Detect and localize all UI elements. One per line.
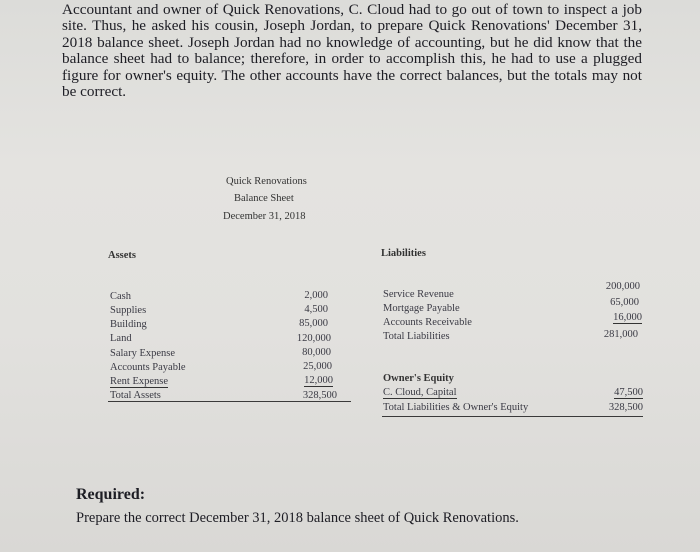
asset-label: Building: [110, 319, 147, 330]
capital-label: C. Cloud, Capital: [383, 387, 457, 398]
asset-amount: 120,000: [296, 333, 331, 344]
sheet-date: December 31, 2018: [223, 211, 306, 222]
asset-label: Cash: [110, 291, 131, 302]
liability-amount: 65,000: [610, 297, 639, 308]
liability-label: Service Revenue: [383, 289, 454, 300]
asset-amount: 4,500: [304, 304, 328, 315]
asset-amount: 85,000: [299, 318, 328, 329]
assets-header: Assets: [108, 250, 136, 261]
asset-label: Supplies: [110, 305, 147, 316]
required-text: Prepare the correct December 31, 2018 balance sheet of Quick Renovations.: [76, 510, 519, 526]
asset-amount: 2,000: [304, 290, 328, 301]
asset-label: Rent Expense: [110, 376, 169, 387]
asset-amount: 12,000: [304, 375, 333, 386]
asset-label: Salary Expense: [110, 348, 176, 359]
total-assets-amount: 328,500: [302, 390, 337, 401]
equity-header: Owner's Equity: [383, 373, 454, 384]
liabilities-header: Liabilities: [381, 248, 426, 259]
liability-label: Mortgage Payable: [383, 303, 460, 314]
sheet-company: Quick Renovations: [226, 176, 307, 187]
liability-amount: 16,000: [613, 312, 642, 323]
asset-label: Land: [110, 333, 132, 344]
total-liabilities-amount: 281,000: [603, 329, 638, 340]
asset-amount: 80,000: [302, 347, 331, 358]
problem-intro: Accountant and owner of Quick Renovations, C. Cloud had to go out of town to inspect a job site. Thus, he asked his cousin, Joseph Jordan, to prepare Quick Renovations' December 31, 2018 balance sheet. Joseph Jordan had no knowledge of accounting, but he did know that the balance sheet had to balance; therefore, in order to accomplish this, he had to use a plugged figure for owner's equity. The other accounts have the correct balances, but the totals may not be correct.: [62, 1, 642, 101]
sheet-statement: Balance Sheet: [234, 193, 294, 204]
total-liab-equity-label: Total Liabilities & Owner's Equity: [383, 402, 529, 413]
capital-amount: 47,500: [614, 387, 643, 398]
assets-bottom-rule: [108, 401, 351, 402]
liability-amount: 200,000: [605, 281, 640, 292]
liabilities-bottom-rule: [382, 416, 643, 417]
total-liab-equity-amount: 328,500: [608, 402, 643, 413]
asset-label: Accounts Payable: [110, 362, 186, 373]
liability-label: Accounts Receivable: [383, 317, 472, 328]
required-heading: Required:: [76, 486, 146, 503]
total-liabilities-label: Total Liabilities: [383, 331, 450, 342]
asset-amount: 25,000: [303, 361, 332, 372]
total-assets-label: Total Assets: [110, 390, 161, 401]
